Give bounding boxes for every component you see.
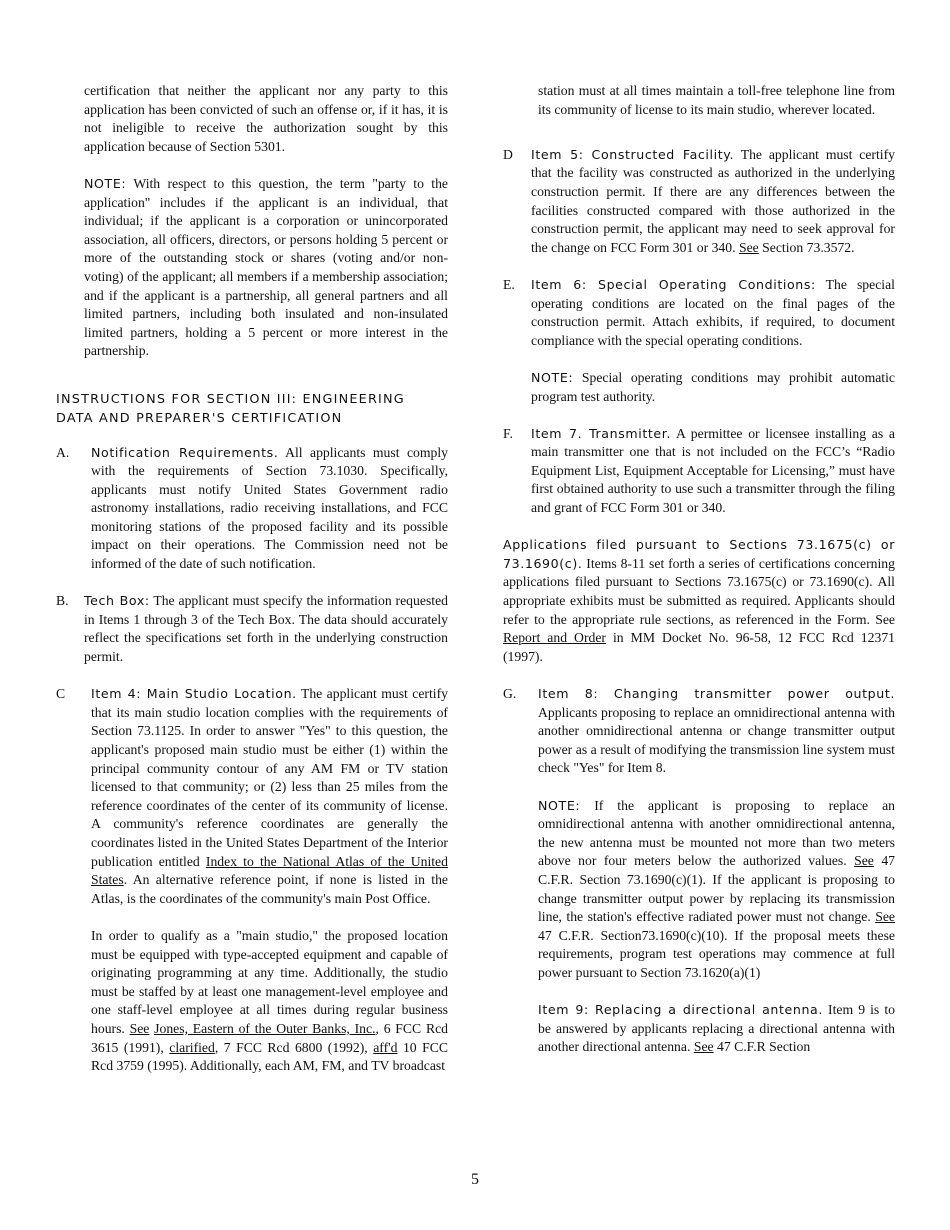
item-a — [56, 444, 448, 574]
item-g-note — [503, 797, 895, 983]
item-9-text: Item 9 is to be answered by applicants replacing a directional antenna with another directional antenna. — [538, 1002, 895, 1055]
note-text: Special operating conditions may prohibit automatic program test authority. — [531, 369, 895, 404]
case-reference: Jones, Eastern of the Outer Banks, Inc. — [154, 1020, 376, 1036]
item-g-text: Applicants proposing to replace an omnidirectional antenna with another omnidirectional antenna or change transmitter output power as a result of modifying the transmission line system must check "Yes" for Item 8. — [538, 704, 895, 776]
item-d-label: D — [503, 146, 513, 162]
see-reference: See — [854, 853, 874, 869]
paragraph-certification-cont: certification that neither the applicant nor any party to this application has been convicted of such an offense or, if it has, it is not ineligible to receive the authorization sought by this application because of Section 5301. — [84, 83, 448, 154]
item-c-reference: Index to the National Atlas of the United States — [91, 853, 448, 888]
item-f-label: F. — [503, 425, 513, 441]
item-c-text-end: . An alternative reference point, if none is listed in the Atlas, is the coordinates of the community's main Post Office. — [91, 872, 448, 906]
main-studio-text: In order to qualify as a "main studio," the proposed location must be equipped with type-accepted equipment and capable of originating programming at any time. Additionally, the studio must be staffed by at least one management-level employee and one staff-level employee at all times during regular business hours. — [91, 927, 448, 1036]
item-c-main-studio — [56, 927, 448, 1076]
item-9-text-end: 47 C.F.R Section — [713, 1039, 811, 1055]
left-column — [56, 82, 448, 1076]
citation-text: , 6 FCC Rcd 3615 (1991), — [91, 1020, 448, 1055]
citation-text-3: 10 FCC Rcd 3759 (1995). Additionally, each AM, FM, and TV broadcast — [91, 1039, 448, 1074]
item-b-title: Tech Box: — [84, 593, 150, 609]
item-a-label: A. — [56, 444, 70, 460]
item-e-text: The special operating conditions are located on the final pages of the construction permit. Attach exhibits, if required, to document compliance with the special operating conditions. — [531, 276, 895, 348]
item-d-text-end: Section 73.3572. — [758, 239, 855, 255]
item-a-title: Notification Requirements. — [91, 444, 279, 460]
note-label: NOTE: — [84, 175, 127, 191]
item-e — [503, 276, 895, 406]
item-g-label: G. — [503, 686, 517, 701]
see-reference: See — [129, 1020, 150, 1036]
section-heading — [56, 390, 448, 428]
note-text-2: 47 C.F.R. Section 73.1690(c)(1). If the applicant is proposing to change transmitter output power by replacing its transmission line, the station's effective radiated power must not change. — [538, 853, 896, 925]
report-and-order-reference: Report and Order — [503, 630, 606, 646]
item-f-text: A permittee or licensee installing as a main transmitter one that is not included on the FCC’s “Radio Equipment List, Equipment Acceptable for Licensing,” must have first obtained authority to use such a transmitter through the filing and grant of FCC Form 301 or 340. — [531, 425, 895, 516]
item-b-text: The applicant must specify the information requested in Items 1 through 3 of the Tech Box. The data should accurately reflect the specifications set forth in the underlying construction permit. — [84, 593, 448, 665]
heading-line-1: INSTRUCTIONS FOR SECTION III: ENGINEERING — [56, 391, 405, 407]
item-c-label: C — [56, 686, 66, 702]
item-e-label: E. — [503, 276, 515, 292]
note-text-3: 47 C.F.R. Section73.1690(c)(10). If the proposal meets these requirements, program test operations may commence at full power pursuant to Section 73.1620(a)(1) — [538, 927, 895, 980]
heading-line-2: DATA AND PREPARER'S CERTIFICATION — [56, 410, 343, 426]
see-reference-2: See — [875, 909, 895, 925]
item-e-note — [503, 369, 895, 406]
item-c — [56, 685, 448, 1075]
see-reference: See — [693, 1039, 714, 1055]
item-f — [503, 425, 895, 518]
item-b — [56, 592, 448, 666]
note-text: With respect to this question, the term "party to the application" includes if the applicant is an individual, that individual; if the applicant is a corporation or unincorporated association, all officers, directors, or persons holding 5 percent or more of the outstanding stock or shares (voting and/or non-voting) of the applicant; all members if a membership association; and if the applicant is a partnership, all general partners and all limited partners, including both insulated and non-insulated limited partners, holding a 5 percent or more interest in the partnership. — [84, 175, 448, 359]
item-b-label: B. — [56, 593, 69, 609]
item-f-title: Item 7. Transmitter. — [531, 425, 671, 441]
item-c-title: Item 4: Main Studio Location. — [91, 686, 297, 702]
item-e-title: Item 6: Special Operating Conditions: — [531, 276, 816, 292]
item-d-title: Item 5: Constructed Facility. — [531, 146, 735, 162]
paragraph-toll-free-cont: station must at all times maintain a toll-free telephone line from its community of license to its main studio, wherever located. — [538, 83, 895, 117]
applications-text: Items 8-11 set forth a series of certifications concerning applications filed pursuant to Sections 73.1675(c) or 73.1690(c). All appropriate exhibits must be submitted as required. Applicants should refer to the appropriate rule sections, as referenced in the Form. See — [503, 555, 895, 627]
note-label: NOTE: — [531, 369, 574, 385]
item-g-title: Item 8: Changing transmitter power output. — [538, 686, 895, 701]
citation-text-2: , 7 FCC Rcd 6800 (1992), — [214, 1039, 374, 1055]
applications-paragraph — [503, 536, 895, 666]
note-party-to-application — [56, 175, 448, 361]
applications-title: Applications filed pursuant to Sections 73.1675(c) or 73.1690(c). — [503, 537, 895, 571]
item-c-text: The applicant must certify that its main studio location complies with the requirements of Section 73.1125. In order to answer "Yes" to this question, the applicant's proposed main studio must be either (1) within the principal community contour of any AM FM or TV station licensed to that community; or (2) less than 25 miles from the reference coordinates of the center of its community of license. A community's reference coordinates are generally the coordinates listed in the United States Department of the Interior publication entitled — [91, 686, 448, 869]
note-label: NOTE: — [538, 797, 581, 813]
item-d-text: The applicant must certify that the facility was constructed as authorized in the underlying construction permit. If there are any differences between the facilities constructed compared with those authorized in the construction permit, the applicant may need to seek approval for the change on FCC Form 301 or 340. — [531, 146, 895, 255]
page-number: 5 — [471, 1171, 479, 1188]
applications-text-end: in MM Docket No. 96-58, 12 FCC Rcd 12371 (1997). — [503, 630, 896, 664]
right-column — [503, 82, 895, 1057]
note-text: If the applicant is proposing to replace an omnidirectional antenna with another omnidirectional antenna, the new antenna must be mounted not more than two meters above nor four meters below the authorized values. — [538, 797, 895, 869]
see-reference: See — [738, 239, 759, 255]
item-d — [503, 146, 895, 258]
item-9-title: Item 9: Replacing a directional antenna. — [538, 1002, 823, 1018]
item-a-text: All applicants must comply with the requirements of Section 73.1030. Specifically, applicants must notify United States Government radio astronomy installations, radio receiving installations, and FCC monitoring stations of the proposed facility and its possible impact on their operations. The Commission need not be informed of the date of such notification. — [91, 444, 448, 572]
affd-reference: aff'd — [373, 1039, 398, 1055]
item-g — [503, 685, 895, 1057]
clarified-reference: clarified — [169, 1039, 215, 1055]
item-9-paragraph — [503, 1001, 895, 1057]
